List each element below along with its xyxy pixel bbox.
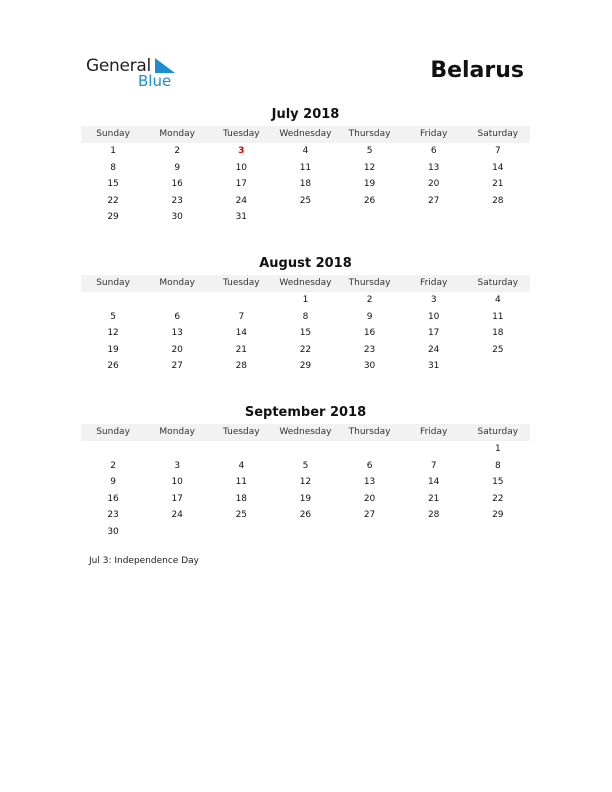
weekday-label: Wednesday xyxy=(279,278,332,288)
day-cell: 14 xyxy=(427,477,440,487)
logo-general-text: General xyxy=(86,56,151,76)
day-cell: 1 xyxy=(494,444,501,454)
weekday-label: Sunday xyxy=(96,427,130,437)
day-cell: 7 xyxy=(430,460,437,471)
day-cell: 31 xyxy=(427,361,440,371)
day-cell: 30 xyxy=(107,526,119,537)
country-title: Belarus xyxy=(430,58,524,83)
day-cell: 3 xyxy=(238,146,245,156)
empty-day-cell xyxy=(402,441,466,458)
day-cell: 27 xyxy=(171,361,183,371)
day-cell: 7 xyxy=(238,311,245,322)
day-cell: 8 xyxy=(494,460,501,471)
empty-day-cell xyxy=(145,441,209,458)
weekday-header xyxy=(81,126,530,143)
day-grid xyxy=(81,292,530,375)
month-title: July 2018 xyxy=(271,107,340,122)
weekday-label: Monday xyxy=(159,129,195,139)
weekday-label: Thursday xyxy=(348,278,391,288)
weekday-label: Sunday xyxy=(96,129,130,139)
day-cell: 24 xyxy=(427,344,440,355)
day-cell: 20 xyxy=(427,179,440,189)
empty-day-cell xyxy=(81,292,145,309)
day-cell: 2 xyxy=(110,460,116,471)
day-cell: 28 xyxy=(492,195,504,206)
weekday-label: Tuesday xyxy=(223,129,260,139)
day-cell: 9 xyxy=(366,311,373,322)
weekday-label: Wednesday xyxy=(279,129,332,139)
weekday-label: Saturday xyxy=(477,427,519,437)
day-cell: 24 xyxy=(171,510,183,520)
day-cell: 15 xyxy=(299,328,312,338)
day-grid xyxy=(81,441,530,540)
weekday-label: Tuesday xyxy=(223,427,260,437)
month-september xyxy=(81,404,530,540)
day-cell: 9 xyxy=(110,477,116,487)
day-cell: 14 xyxy=(492,162,504,173)
weekday-label: Sunday xyxy=(96,278,130,288)
month-august xyxy=(81,255,530,375)
day-cell: 17 xyxy=(427,328,440,338)
day-grid xyxy=(81,143,530,226)
day-cell: 18 xyxy=(235,493,248,504)
day-cell: 9 xyxy=(174,162,181,173)
weekday-label: Friday xyxy=(420,129,448,139)
day-cell: 8 xyxy=(302,311,309,322)
day-cell: 14 xyxy=(235,328,248,338)
day-cell: 24 xyxy=(235,195,248,206)
empty-day-cell xyxy=(81,441,145,458)
day-cell: 6 xyxy=(366,460,373,471)
day-cell: 4 xyxy=(238,460,245,471)
day-cell: 1 xyxy=(302,295,309,305)
day-cell: 11 xyxy=(492,311,504,322)
day-cell: 15 xyxy=(492,477,504,487)
weekday-label: Thursday xyxy=(348,129,391,139)
month-title: August 2018 xyxy=(259,256,352,271)
weekday-label: Friday xyxy=(420,278,448,288)
weekday-label: Wednesday xyxy=(279,427,332,437)
empty-day-cell xyxy=(145,292,209,309)
weekday-label: Thursday xyxy=(348,427,391,437)
day-cell: 29 xyxy=(299,361,312,371)
day-cell: 16 xyxy=(363,328,376,338)
day-cell: 10 xyxy=(171,477,183,487)
day-cell: 30 xyxy=(171,212,183,222)
weekday-label: Tuesday xyxy=(223,278,260,288)
day-cell: 31 xyxy=(235,212,248,222)
day-cell: 25 xyxy=(299,195,312,206)
day-cell: 10 xyxy=(235,162,248,173)
day-cell: 6 xyxy=(174,311,181,322)
month-title: September 2018 xyxy=(244,405,367,420)
weekday-label: Monday xyxy=(159,278,195,288)
day-cell: 17 xyxy=(235,179,248,189)
weekday-label: Friday xyxy=(420,427,448,437)
day-cell: 22 xyxy=(107,195,119,206)
weekday-label: Monday xyxy=(159,427,195,437)
day-cell: 13 xyxy=(427,162,440,173)
day-cell: 21 xyxy=(427,493,440,504)
day-cell: 28 xyxy=(235,361,248,371)
day-cell: 26 xyxy=(107,361,119,371)
logo xyxy=(86,56,186,92)
day-cell: 20 xyxy=(363,493,376,504)
day-cell: 17 xyxy=(171,493,183,504)
day-cell: 16 xyxy=(171,179,183,189)
day-cell: 22 xyxy=(492,493,504,504)
day-cell: 11 xyxy=(235,477,248,487)
day-cell: 12 xyxy=(299,477,312,487)
empty-day-cell xyxy=(209,441,273,458)
weekday-label: Saturday xyxy=(477,278,519,288)
weekday-header xyxy=(81,424,530,441)
day-cell: 15 xyxy=(107,179,119,189)
logo-blue-text: Blue xyxy=(138,72,172,90)
day-cell: 12 xyxy=(363,162,376,173)
day-cell: 29 xyxy=(492,510,504,520)
holiday-note: Jul 3: Independence Day xyxy=(89,556,199,566)
day-cell: 5 xyxy=(366,146,373,156)
day-cell: 23 xyxy=(171,195,183,206)
day-cell: 5 xyxy=(110,311,116,322)
day-cell: 26 xyxy=(299,510,312,520)
day-cell: 4 xyxy=(302,146,309,156)
empty-day-cell xyxy=(273,441,337,458)
day-cell: 26 xyxy=(363,195,376,206)
empty-day-cell xyxy=(338,441,402,458)
day-cell: 30 xyxy=(363,361,376,371)
day-cell: 4 xyxy=(494,295,501,305)
day-cell: 29 xyxy=(107,212,119,222)
day-cell: 2 xyxy=(366,295,373,305)
day-cell: 23 xyxy=(363,344,376,355)
day-cell: 3 xyxy=(430,295,437,305)
day-cell: 1 xyxy=(110,146,116,156)
day-cell: 8 xyxy=(110,162,116,173)
day-cell: 18 xyxy=(492,328,504,338)
day-cell: 16 xyxy=(107,493,119,504)
day-cell: 25 xyxy=(492,344,504,355)
empty-day-cell xyxy=(209,292,273,309)
day-cell: 18 xyxy=(299,179,312,189)
weekday-label: Saturday xyxy=(477,129,519,139)
day-cell: 19 xyxy=(363,179,376,189)
day-cell: 13 xyxy=(363,477,376,487)
day-cell: 12 xyxy=(107,328,119,338)
day-cell: 27 xyxy=(363,510,376,520)
day-cell: 3 xyxy=(174,460,181,471)
day-cell: 13 xyxy=(171,328,183,338)
day-cell: 19 xyxy=(299,493,312,504)
weekday-header xyxy=(81,275,530,292)
day-cell: 23 xyxy=(107,510,119,520)
day-cell: 11 xyxy=(299,162,312,173)
day-cell: 10 xyxy=(427,311,440,322)
day-cell: 27 xyxy=(427,195,440,206)
day-cell: 21 xyxy=(235,344,248,355)
day-cell: 22 xyxy=(299,344,312,355)
day-cell: 21 xyxy=(492,179,504,189)
month-july xyxy=(81,106,530,226)
day-cell: 5 xyxy=(302,460,309,471)
day-cell: 2 xyxy=(174,146,181,156)
day-cell: 6 xyxy=(430,146,437,156)
day-cell: 7 xyxy=(494,146,501,156)
day-cell: 28 xyxy=(427,510,440,520)
day-cell: 20 xyxy=(171,344,183,355)
day-cell: 25 xyxy=(235,510,248,520)
day-cell: 19 xyxy=(107,344,119,355)
